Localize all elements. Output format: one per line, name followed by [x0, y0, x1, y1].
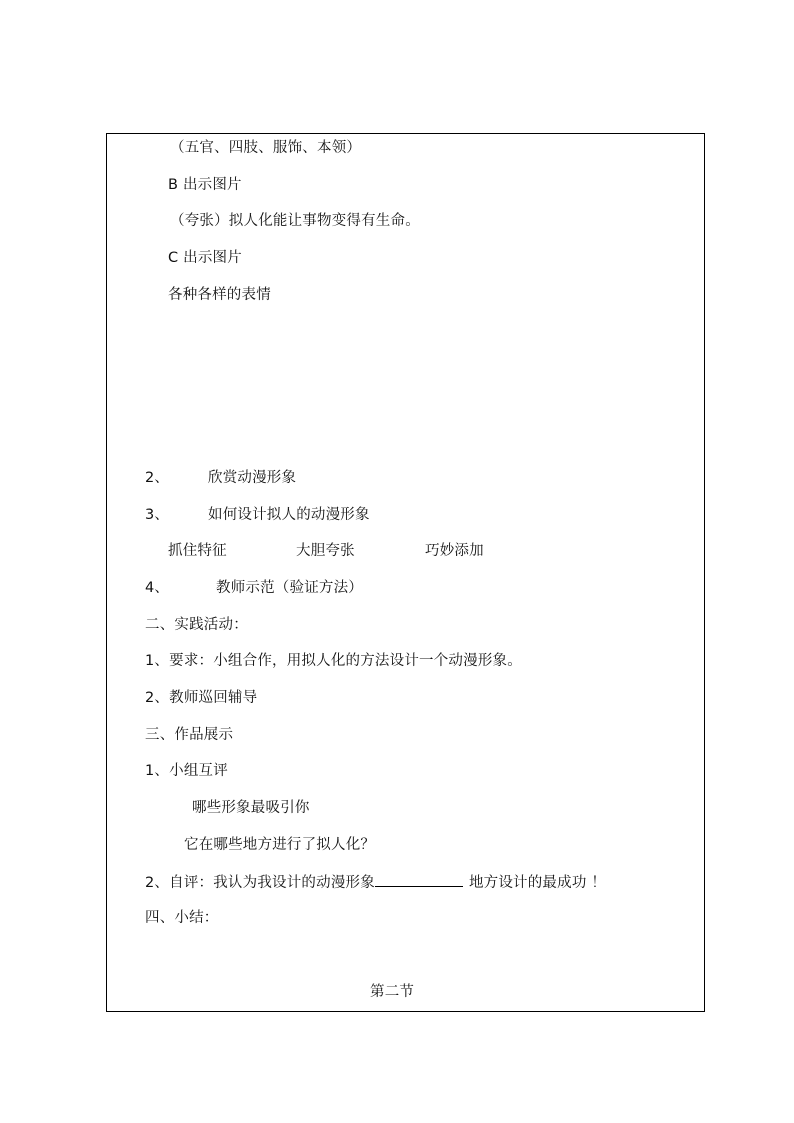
text-line: 它在哪些地方进行了拟人化？: [184, 837, 376, 853]
text-line: 2、教师巡回辅导: [145, 690, 258, 706]
section-title: 第二节: [370, 984, 415, 1000]
text-line: 抓住特征: [168, 543, 227, 559]
text-line: 各种各样的表情: [168, 287, 271, 303]
section-heading: 二、实践活动：: [145, 617, 248, 633]
text-line: 欣赏动漫形象: [208, 470, 297, 486]
section-heading: 四、小结：: [145, 910, 219, 926]
text-line: （夸张）拟人化能让事物变得有生命。: [170, 213, 420, 229]
text-line: C 出示图片: [168, 250, 242, 266]
text-segment: 地方设计的最成功 ！: [468, 875, 607, 891]
fill-in-blank: [375, 872, 463, 887]
text-line: 教师示范（验证方法）: [216, 580, 363, 596]
item-number: 4、: [145, 580, 170, 596]
text-line: 巧妙添加: [425, 543, 484, 559]
self-evaluation-line: [145, 872, 606, 892]
text-segment: 2、自评：我认为我设计的动漫形象: [145, 875, 375, 891]
text-line: 大胆夸张: [296, 543, 355, 559]
text-line: （五官、四肢、服饰、本领）: [170, 140, 362, 156]
item-number: 3、: [145, 507, 170, 523]
section-heading: 三、作品展示: [145, 727, 234, 743]
item-number: 2、: [145, 470, 170, 486]
text-line: B 出示图片: [168, 177, 242, 193]
text-line: 哪些形象最吸引你: [192, 800, 310, 816]
text-line: 1、小组互评: [145, 763, 228, 779]
text-line: 1、要求：小组合作，用拟人化的方法设计一个动漫形象。: [145, 653, 522, 669]
text-line: 如何设计拟人的动漫形象: [208, 507, 370, 523]
